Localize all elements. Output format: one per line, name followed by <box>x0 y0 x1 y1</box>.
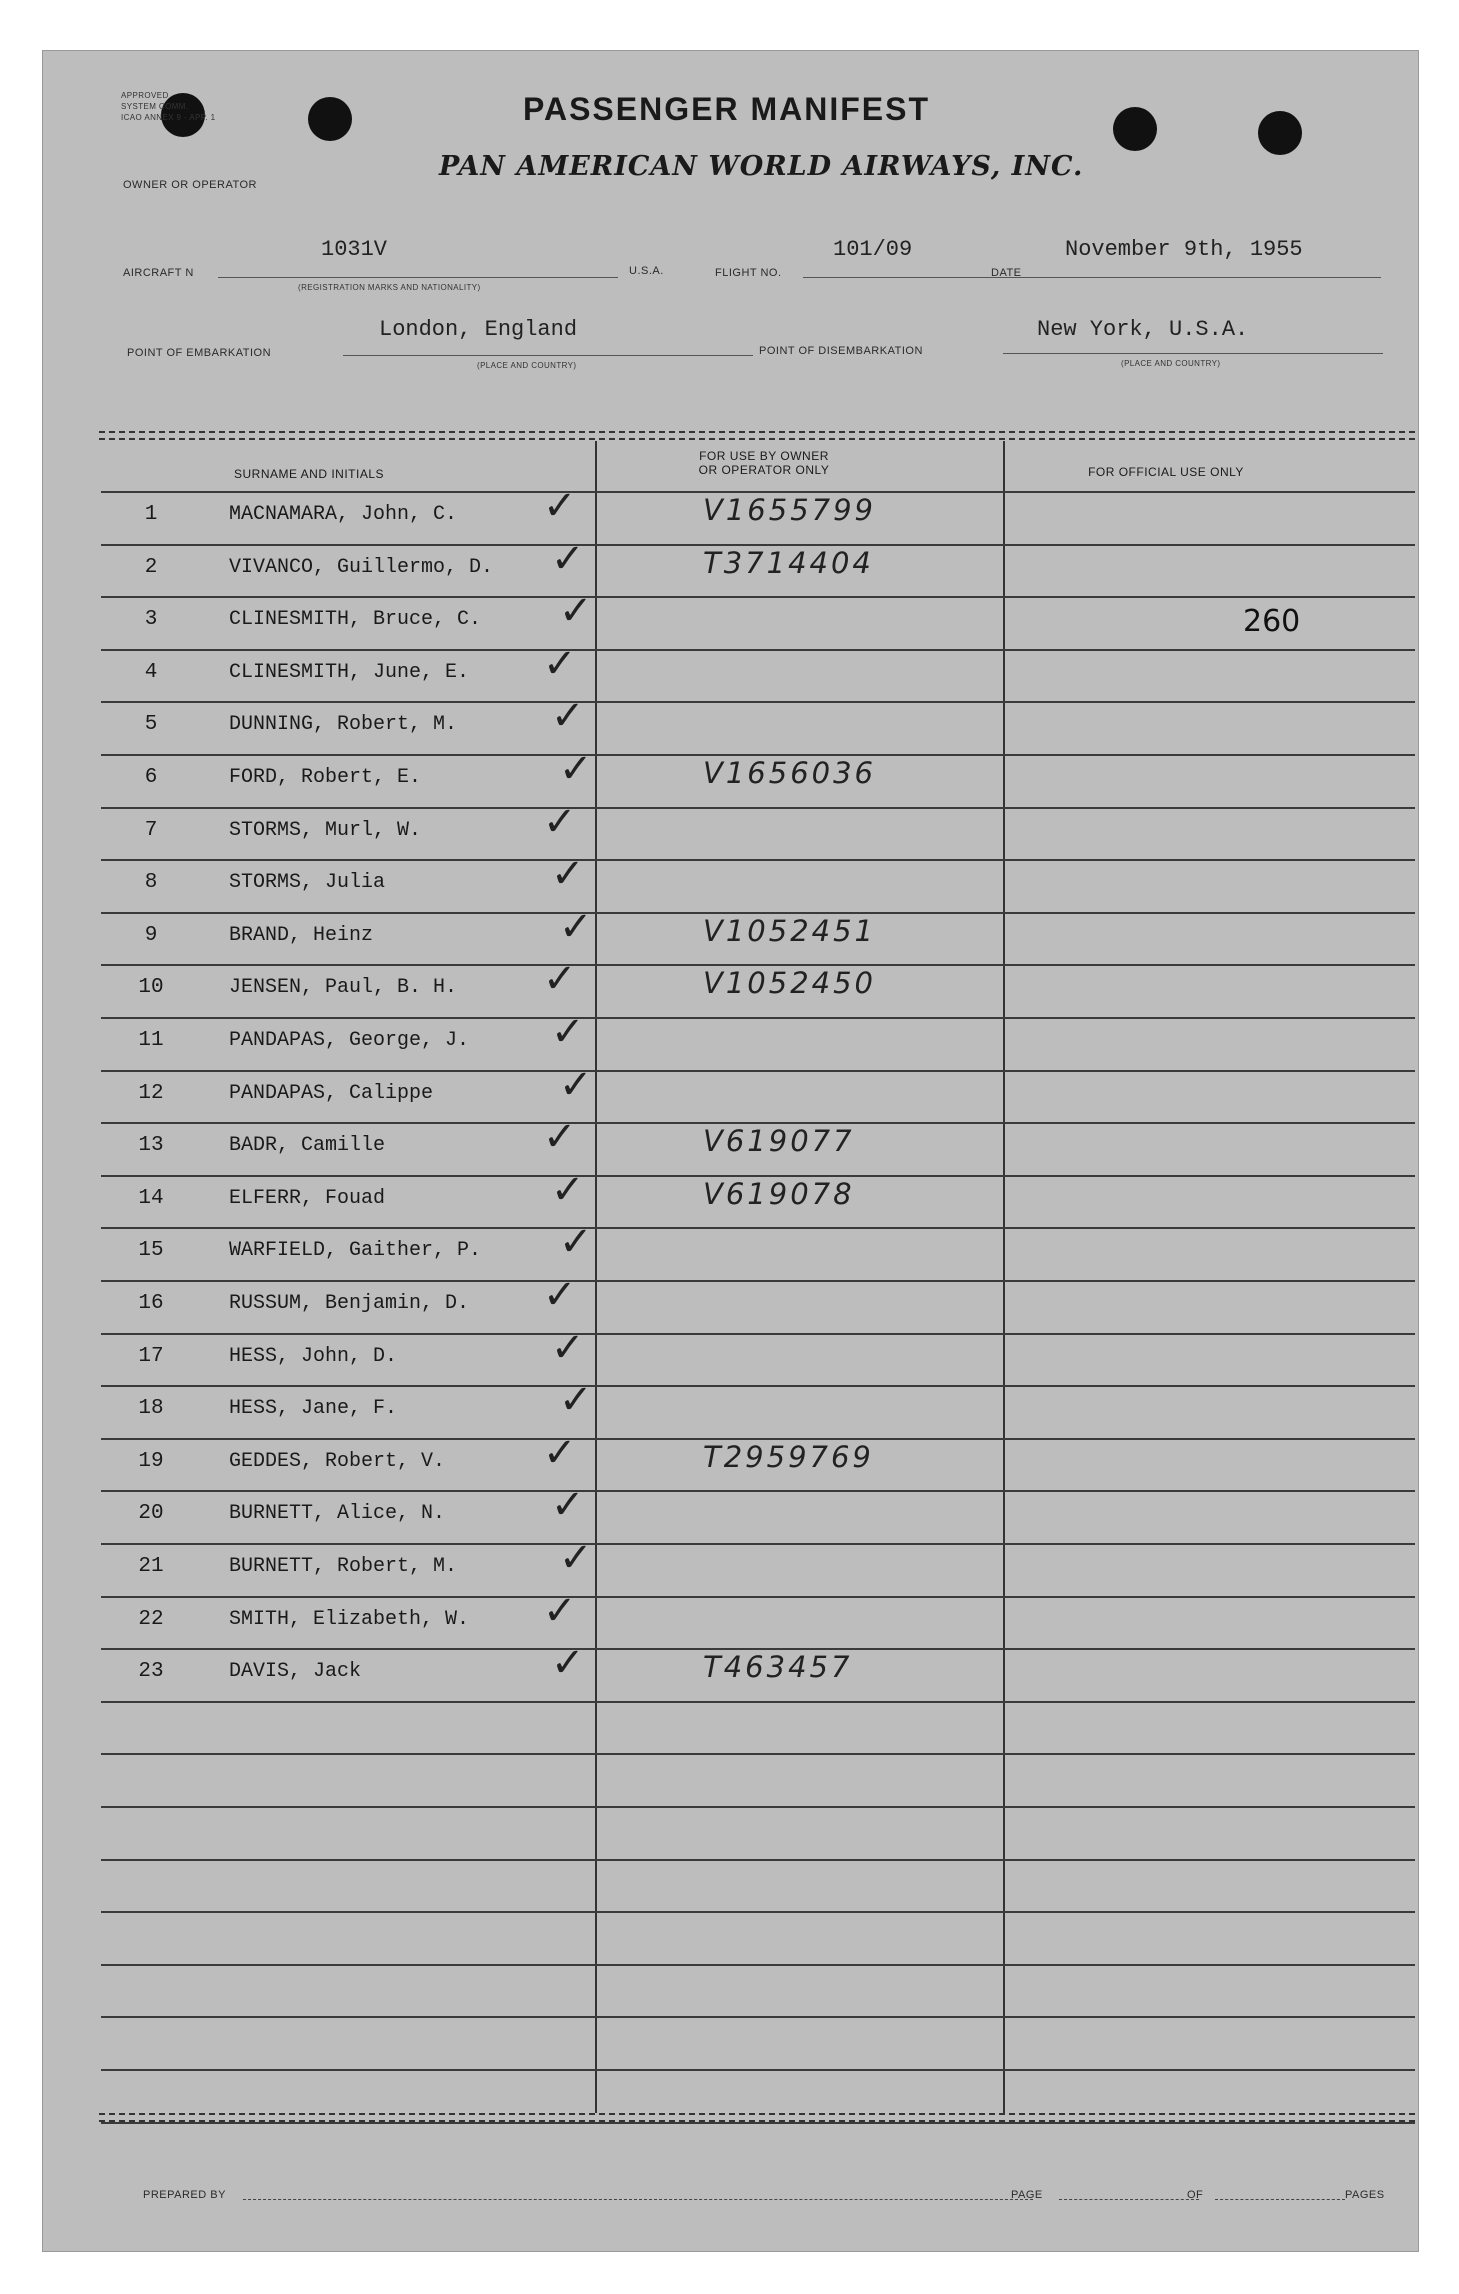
passenger-name: BADR, Camille <box>229 1134 386 1157</box>
passenger-name: MACNAMARA, John, C. <box>229 503 458 526</box>
check-mark: ✓ <box>551 1482 585 1528</box>
row-line <box>101 701 1415 703</box>
prepared-by-label: PREPARED BY <box>143 2189 226 2201</box>
embarkation-place: London, England <box>379 317 578 342</box>
passport-number: T3714404 <box>703 546 874 580</box>
passenger-number: 11 <box>138 1029 164 1052</box>
disembarkation-place-note: (PLACE AND COUNTRY) <box>1121 359 1221 368</box>
punch-hole <box>308 97 352 141</box>
flight-number: 101/09 <box>833 237 913 262</box>
owner-label: OWNER OR OPERATOR <box>123 179 257 191</box>
row-line <box>101 1385 1415 1387</box>
passenger-number: 16 <box>138 1292 164 1315</box>
check-mark: ✓ <box>543 799 577 845</box>
check-mark: ✓ <box>551 1640 585 1686</box>
check-mark: ✓ <box>559 746 593 792</box>
passenger-number: 15 <box>138 1239 164 1262</box>
passenger-name: WARFIELD, Gaither, P. <box>229 1239 482 1262</box>
row-line <box>101 1806 1415 1808</box>
official-stamp-number: 260 <box>1243 604 1301 639</box>
passenger-number: 17 <box>138 1345 164 1368</box>
row-line <box>101 2016 1415 2018</box>
passenger-name: FORD, Robert, E. <box>229 766 422 789</box>
embarkation-label: POINT OF EMBARKATION <box>127 347 272 359</box>
check-mark: ✓ <box>551 536 585 582</box>
passenger-name: VIVANCO, Guillermo, D. <box>229 556 494 579</box>
passenger-number: 2 <box>144 556 158 579</box>
row-line <box>101 1280 1415 1282</box>
passenger-name: CLINESMITH, Bruce, C. <box>229 608 482 631</box>
check-mark: ✓ <box>551 1167 585 1213</box>
passenger-number: 5 <box>144 713 158 736</box>
passenger-name: PANDAPAS, George, J. <box>229 1029 470 1052</box>
passenger-name: GEDDES, Robert, V. <box>229 1450 446 1473</box>
row-line <box>101 859 1415 861</box>
check-mark: ✓ <box>543 641 577 687</box>
flight-date: November 9th, 1955 <box>1065 237 1303 262</box>
row-line <box>101 1017 1415 1019</box>
check-mark: ✓ <box>559 1219 593 1265</box>
disembarkation-label: POINT OF DISEMBARKATION <box>759 345 923 357</box>
passenger-number: 7 <box>144 819 158 842</box>
row-line <box>101 1701 1415 1703</box>
column-header-official: FOR OFFICIAL USE ONLY <box>1088 465 1244 479</box>
row-line <box>101 2069 1415 2071</box>
column-header-owner-1: FOR USE BY OWNER <box>699 449 829 463</box>
passport-number: T463457 <box>703 1650 853 1684</box>
passenger-number: 9 <box>144 924 158 947</box>
check-mark: ✓ <box>551 851 585 897</box>
row-line <box>101 807 1415 809</box>
row-line <box>101 1070 1415 1072</box>
check-mark: ✓ <box>559 904 593 950</box>
passenger-name: BRAND, Heinz <box>229 924 374 947</box>
check-mark: ✓ <box>551 693 585 739</box>
page-title: PASSENGER MANIFEST <box>523 91 930 127</box>
passenger-name: HESS, Jane, F. <box>229 1397 398 1420</box>
passenger-number: 3 <box>144 608 158 631</box>
passenger-number: 12 <box>138 1082 164 1105</box>
flight-label: FLIGHT NO. <box>715 267 782 279</box>
row-line <box>101 1753 1415 1755</box>
check-mark: ✓ <box>559 1377 593 1423</box>
passenger-name: ELFERR, Fouad <box>229 1187 386 1210</box>
passenger-name: CLINESMITH, June, E. <box>229 661 470 684</box>
passenger-number: 4 <box>144 661 158 684</box>
row-line <box>101 1333 1415 1335</box>
form-ref-line-1: APPROVED <box>121 91 169 100</box>
passenger-number: 20 <box>138 1502 164 1525</box>
passport-number: V1655799 <box>703 493 876 527</box>
row-line <box>101 1543 1415 1545</box>
passport-number: V1052451 <box>703 914 876 948</box>
row-line <box>101 1911 1415 1913</box>
passenger-number: 6 <box>144 766 158 789</box>
pages-label: PAGES <box>1345 2189 1385 2201</box>
of-label: OF <box>1187 2189 1204 2201</box>
row-line <box>101 1227 1415 1229</box>
passenger-number: 21 <box>138 1555 164 1578</box>
manifest-sheet <box>42 50 1419 2252</box>
check-mark: ✓ <box>559 588 593 634</box>
check-mark: ✓ <box>543 1114 577 1160</box>
passenger-name: STORMS, Murl, W. <box>229 819 422 842</box>
passenger-name: DUNNING, Robert, M. <box>229 713 458 736</box>
airline-name: PAN AMERICAN WORLD AIRWAYS, INC. <box>439 151 1084 182</box>
registration-note: (REGISTRATION MARKS AND NATIONALITY) <box>298 283 481 292</box>
check-mark: ✓ <box>543 483 577 529</box>
usa-label: U.S.A. <box>629 265 664 277</box>
passenger-number: 14 <box>138 1187 164 1210</box>
row-line <box>101 1859 1415 1861</box>
aircraft-number: 1031V <box>321 237 388 262</box>
passenger-name: DAVIS, Jack <box>229 1660 362 1683</box>
passenger-number: 1 <box>144 503 158 526</box>
passenger-number: 13 <box>138 1134 164 1157</box>
passenger-name: BURNETT, Robert, M. <box>229 1555 458 1578</box>
passenger-number: 18 <box>138 1397 164 1420</box>
check-mark: ✓ <box>551 1009 585 1055</box>
passenger-number: 23 <box>138 1660 164 1683</box>
aircraft-label: AIRCRAFT N <box>123 267 194 279</box>
form-ref-line-2: SYSTEM COMM. <box>121 102 189 111</box>
form-ref-line-3: ICAO ANNEX 9 - APP. 1 <box>121 113 216 122</box>
embarkation-place-note: (PLACE AND COUNTRY) <box>477 361 577 370</box>
passenger-name: BURNETT, Alice, N. <box>229 1502 446 1525</box>
check-mark: ✓ <box>543 1272 577 1318</box>
row-line <box>101 1964 1415 1966</box>
punch-hole <box>1258 111 1302 155</box>
date-label: DATE <box>991 267 1022 279</box>
passenger-name: STORMS, Julia <box>229 871 386 894</box>
row-line <box>101 649 1415 651</box>
passenger-name: HESS, John, D. <box>229 1345 398 1368</box>
passenger-name: RUSSUM, Benjamin, D. <box>229 1292 470 1315</box>
row-line <box>101 1596 1415 1598</box>
row-line <box>101 1490 1415 1492</box>
check-mark: ✓ <box>551 1325 585 1371</box>
passenger-number: 19 <box>138 1450 164 1473</box>
passenger-name: SMITH, Elizabeth, W. <box>229 1608 470 1631</box>
disembarkation-place: New York, U.S.A. <box>1037 317 1249 342</box>
passenger-number: 22 <box>138 1608 164 1631</box>
row-line <box>101 596 1415 598</box>
column-header-owner-2: OR OPERATOR ONLY <box>698 463 830 477</box>
passenger-name: PANDAPAS, Calippe <box>229 1082 434 1105</box>
passport-number: V619077 <box>703 1124 855 1158</box>
passenger-number: 10 <box>138 976 164 999</box>
punch-hole <box>1113 107 1157 151</box>
passenger-number: 8 <box>144 871 158 894</box>
check-mark: ✓ <box>543 956 577 1002</box>
passport-number: V619078 <box>703 1177 855 1211</box>
check-mark: ✓ <box>559 1062 593 1108</box>
check-mark: ✓ <box>543 1430 577 1476</box>
check-mark: ✓ <box>543 1588 577 1634</box>
passport-number: V1052450 <box>703 966 876 1000</box>
page-label: PAGE <box>1011 2189 1043 2201</box>
passport-number: V1656036 <box>703 756 876 790</box>
passenger-name: JENSEN, Paul, B. H. <box>229 976 458 999</box>
column-header-name: SURNAME AND INITIALS <box>233 467 385 481</box>
passport-number: T2959769 <box>703 1440 874 1474</box>
check-mark: ✓ <box>559 1535 593 1581</box>
